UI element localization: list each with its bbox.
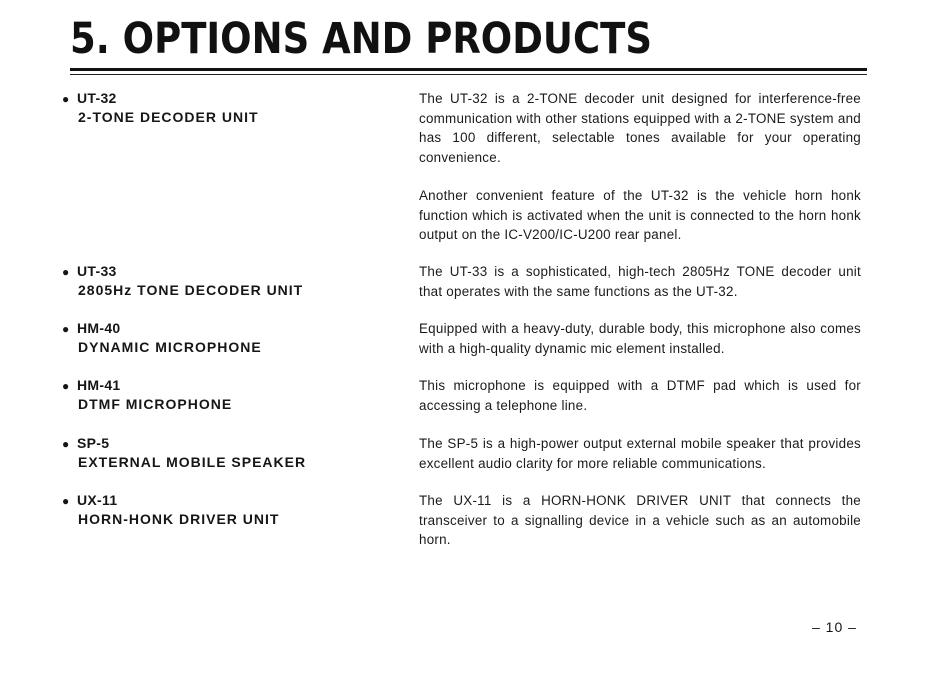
product-name: 2805Hz TONE DECODER UNIT [78,282,304,298]
product-code-text: SP-5 [77,435,110,451]
product-name: EXTERNAL MOBILE SPEAKER [78,454,307,470]
product-description: The UT-33 is a sophisticated, high-tech 2805Hz TONE decoder unit that operates with the same functions as the UT-32. [419,264,861,299]
title-underline-thick [70,68,867,71]
product-description: The UT-32 is a 2-TONE decoder unit designed for interference-free communication with other stations equipped with a 2-TONE system and has 100 different, selectable tones available for your operating convenience. [419,91,861,165]
page-title: 5. OPTIONS AND PRODUCTS [70,14,652,64]
product-description: The UX-11 is a HORN-HONK DRIVER UNIT that connects the transceiver to a signalling device in a vehicle such as an automobile horn. [419,493,861,548]
bullet-icon: ● [62,494,70,508]
bullet-icon: ● [62,265,70,279]
product-name: HORN-HONK DRIVER UNIT [78,511,280,527]
product-code-text: UT-33 [77,263,117,279]
bullet-icon: ● [62,379,70,393]
product-description: The SP-5 is a high-power output external mobile speaker that provides excellent audio clarity for more reliable communications. [419,436,861,471]
product-code [62,376,121,396]
product-code [62,89,117,109]
product-code-text: HM-40 [77,320,121,336]
bullet-icon: ● [62,92,70,106]
bullet-icon: ● [62,437,70,451]
product-code-text: UT-32 [77,90,117,106]
product-code-text: HM-41 [77,377,121,393]
product-code [62,262,117,282]
product-name: DYNAMIC MICROPHONE [78,339,262,355]
product-name: DTMF MICROPHONE [78,396,233,412]
product-code [62,319,121,339]
product-name: 2-TONE DECODER UNIT [78,109,259,125]
bullet-icon: ● [62,322,70,336]
product-description: This microphone is equipped with a DTMF pad which is used for accessing a telephone line. [419,378,861,413]
product-description: Equipped with a heavy-duty, durable body, this microphone also comes with a high-quality dynamic mic element installed. [419,321,861,356]
product-code [62,491,117,511]
product-code-text: UX-11 [77,492,118,508]
title-underline-thin [70,74,867,75]
page-number: – 10 – [812,619,857,635]
product-code [62,434,109,454]
product-description-secondary: Another convenient feature of the UT-32 is the vehicle horn honk function which is activated when the unit is connected to the horn honk output on the IC-V200/IC-U200 rear panel. [419,188,861,243]
